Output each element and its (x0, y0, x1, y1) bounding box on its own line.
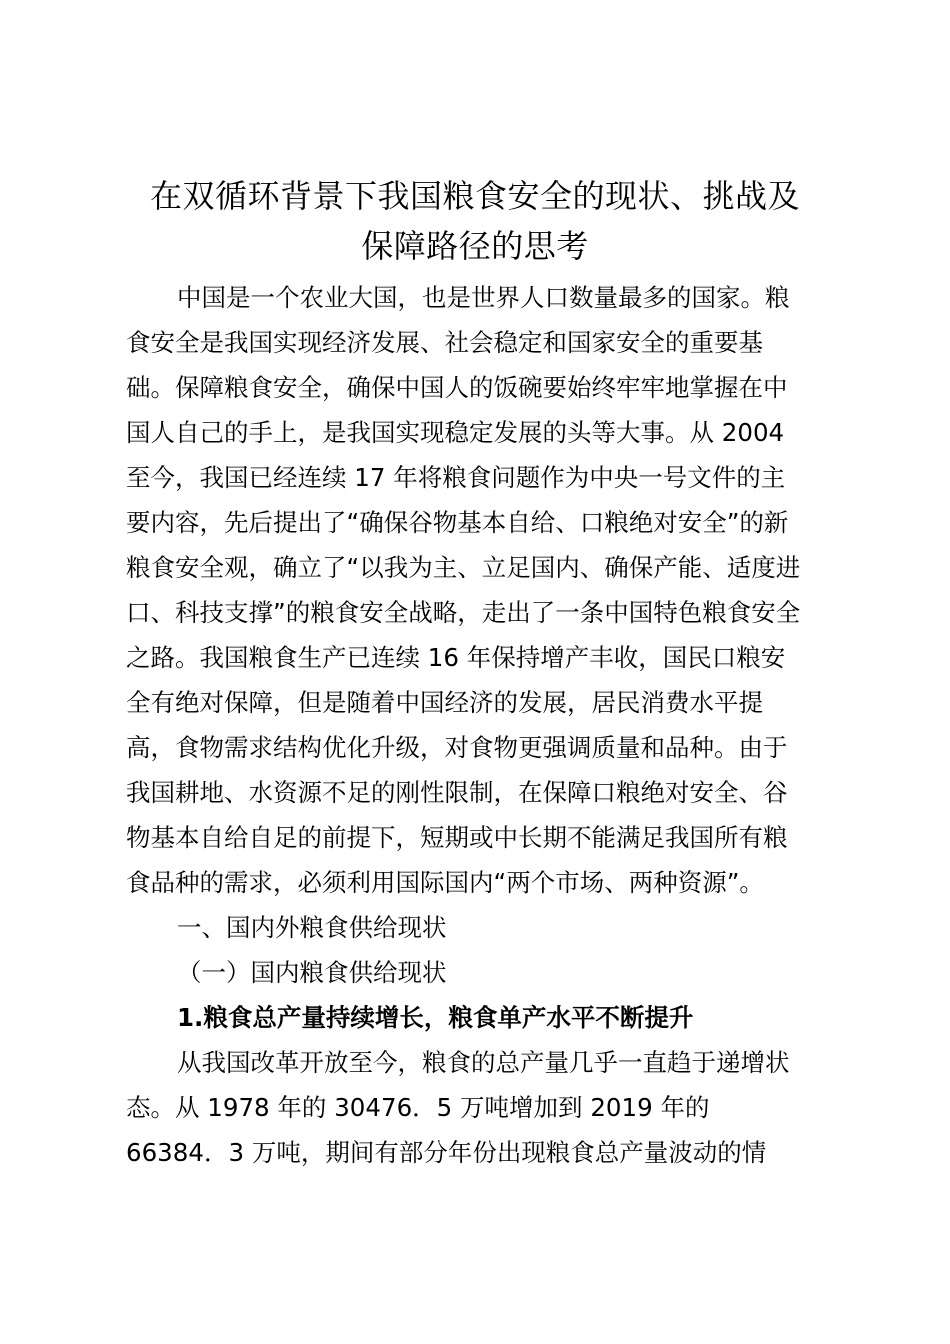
intro-line: 物基本自给自足的前提下，短期或中长期不能满足我国所有粮 (126, 823, 788, 852)
intro-line: 高，食物需求结构优化升级，对食物更强调质量和品种。由于 (126, 733, 788, 762)
intro-line: 国人自己的手上，是我国实现稳定发展的头等大事。从 2004 (126, 418, 785, 447)
intro-line: 我国耕地、水资源不足的刚性限制，在保障口粮绝对安全、谷 (126, 778, 788, 807)
intro-line: 口、科技支撑”的粮食安全战略，走出了一条中国特色粮食安全 (126, 598, 801, 627)
intro-line: 全有绝对保障，但是随着中国经济的发展，居民消费水平提 (126, 688, 763, 717)
document-title-line-1: 在双循环背景下我国粮食安全的现状、挑战及 (149, 177, 800, 215)
bold-heading: 1.粮食总产量持续增长，粮食单产水平不断提升 (177, 1003, 694, 1032)
intro-line: 粮食安全观，确立了“以我为主、立足国内、确保产能、适度进 (126, 553, 801, 582)
section-heading: 一、国内外粮食供给现状 (177, 913, 447, 942)
intro-line: 食品种的需求，必须利用国际国内“两个市场、两种资源”。 (126, 868, 764, 897)
document-title-line-2: 保障路径的思考 (361, 227, 589, 265)
intro-line: 之路。我国粮食生产已连续 16 年保持增产丰收，国民口粮安 (126, 643, 786, 672)
body-line: 态。从 1978 年的 30476．5 万吨增加到 2019 年的 (126, 1093, 710, 1122)
intro-line: 要内容，先后提出了“确保谷物基本自给、口粮绝对安全”的新 (126, 508, 789, 537)
intro-line: 至今，我国已经连续 17 年将粮食问题作为中央一号文件的主 (126, 463, 786, 492)
body-line: 66384．3 万吨，期间有部分年份出现粮食总产量波动的情 (126, 1138, 767, 1167)
subsection-heading: （一）国内粮食供给现状 (177, 958, 447, 987)
intro-line: 础。保障粮食安全，确保中国人的饭碗要始终牢牢地掌握在中 (126, 373, 788, 402)
intro-line: 中国是一个农业大国，也是世界人口数量最多的国家。粮 (177, 283, 790, 312)
intro-line: 食安全是我国实现经济发展、社会稳定和国家安全的重要基 (126, 328, 763, 357)
body-line: 从我国改革开放至今，粮食的总产量几乎一直趋于递增状 (177, 1048, 790, 1077)
